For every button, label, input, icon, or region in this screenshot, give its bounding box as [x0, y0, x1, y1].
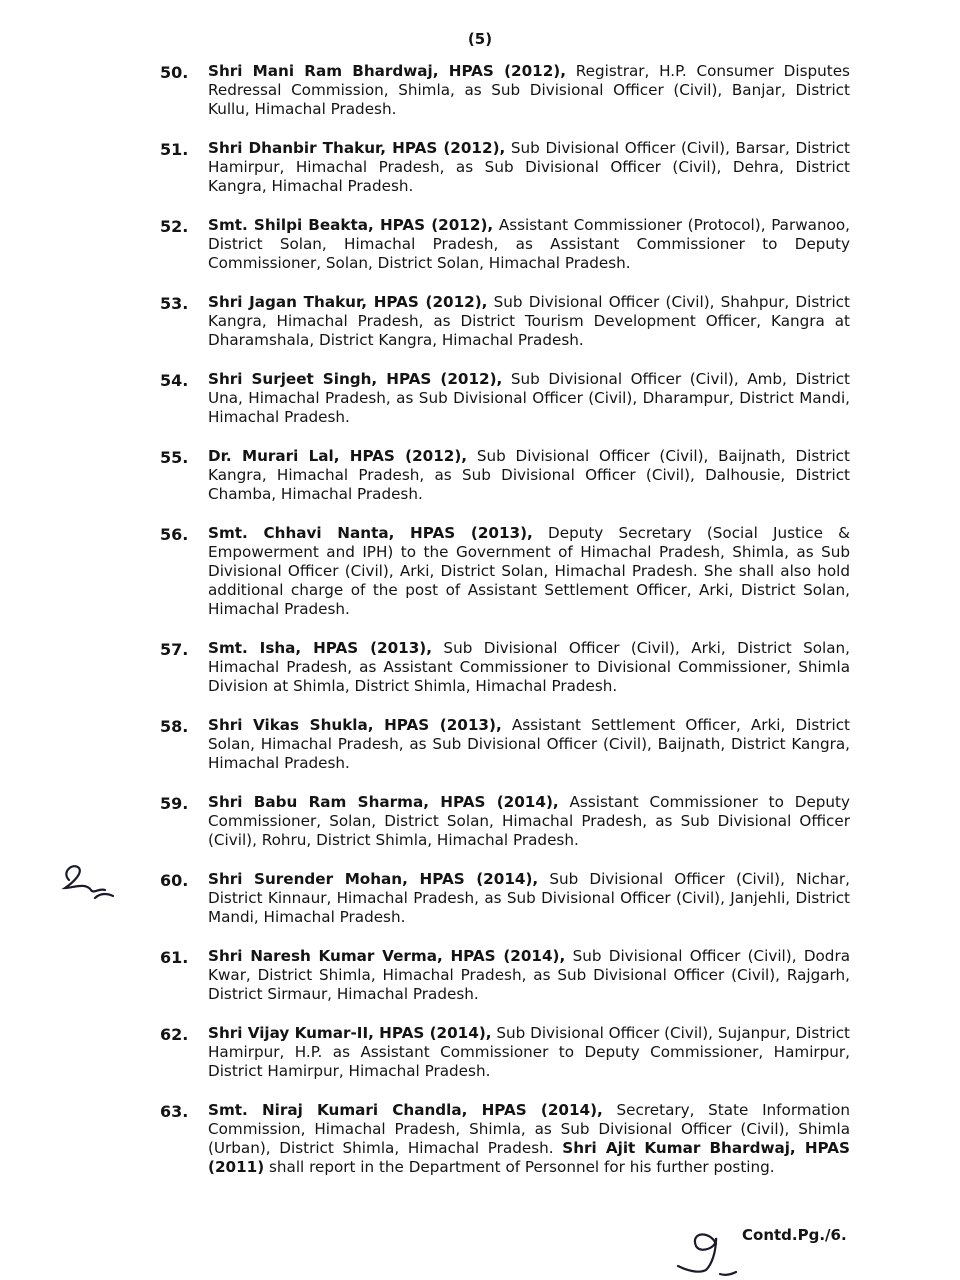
posting-details: Registrar, H.P. Consumer Disputes Redressal Commission, Shimla, as Sub Divisional Officer (Civil), Banjar, District Kullu, Himachal Pradesh.: [208, 62, 850, 118]
item-text: [208, 293, 850, 350]
officer-name: Smt. Shilpi Beakta, HPAS (2012),: [208, 216, 494, 234]
officer-name: Shri Naresh Kumar Verma, HPAS (2014),: [208, 947, 566, 965]
item-text: [208, 947, 850, 1004]
item-text: [208, 716, 850, 773]
list-item: [160, 370, 850, 427]
posting-details: Assistant Commissioner to Deputy Commissioner, Solan, District Solan, Himachal Pradesh, as Sub Divisional Officer (Civil), Rohru, District Shimla, Himachal Pradesh.: [208, 793, 851, 849]
item-number: 59.: [160, 794, 189, 813]
page-number: (5): [467, 30, 493, 48]
posting-details: Sub Divisional Officer (Civil), Arki, District Solan, Himachal Pradesh, as Assistant Commissioner to Divisional Commissioner, Shimla Division at Shimla, District Shimla, Himachal Pradesh.: [208, 639, 850, 695]
continued-note: Contd.Pg./6.: [742, 1226, 847, 1244]
list-item: [160, 62, 850, 119]
item-number: 58.: [160, 717, 189, 736]
posting-details: Sub Divisional Officer (Civil), Shahpur, District Kangra, Himachal Pradesh, as District Tourism Development Officer, Kangra at Dharamshala, District Kangra, Himachal Pradesh.: [208, 293, 850, 349]
item-number: 53.: [160, 294, 189, 313]
list-item: [160, 1024, 850, 1081]
item-text: [208, 1024, 850, 1081]
item-number: 57.: [160, 640, 189, 659]
handwritten-initials: [55, 858, 115, 908]
officer-name: Shri Vikas Shukla, HPAS (2013),: [208, 716, 502, 734]
item-text: [208, 139, 850, 196]
list-item: [160, 139, 850, 196]
posting-details: Assistant Settlement Officer, Arki, District Solan, Himachal Pradesh, as Sub Divisional Officer (Civil), Baijnath, District Kangra, Himachal Pradesh.: [208, 716, 851, 772]
officer-name: Dr. Murari Lal, HPAS (2012),: [208, 447, 468, 465]
item-number: 50.: [160, 63, 189, 82]
list-item: [160, 793, 850, 850]
officer-name: Shri Dhanbir Thakur, HPAS (2012),: [208, 139, 506, 157]
item-text: [208, 1101, 850, 1177]
posting-details-2: shall report in the Department of Personnel for his further posting.: [264, 1158, 775, 1176]
item-text: [208, 524, 850, 619]
posting-details: Secretary, State Information Commission, Himachal Pradesh, Shimla, as Sub Divisional Officer (Civil), Shimla (Urban), District Shimla, Himachal Pradesh.: [208, 1101, 850, 1157]
list-item: [160, 216, 850, 273]
officer-name: Shri Babu Ram Sharma, HPAS (2014),: [208, 793, 559, 811]
item-number: 61.: [160, 948, 189, 967]
officer-name: Shri Vijay Kumar-II, HPAS (2014),: [208, 1024, 492, 1042]
list-item: [160, 947, 850, 1004]
item-number: 62.: [160, 1025, 189, 1044]
item-number: 54.: [160, 371, 189, 390]
item-text: [208, 870, 850, 927]
officer-name: Smt. Chhavi Nanta, HPAS (2013),: [208, 524, 533, 542]
item-number: 52.: [160, 217, 189, 236]
posting-details: Sub Divisional Officer (Civil), Sujanpur, District Hamirpur, H.P. as Assistant Commissioner to Deputy Commissioner, Hamirpur, District Hamirpur, Himachal Pradesh.: [208, 1024, 850, 1080]
officer-name: Shri Surjeet Singh, HPAS (2012),: [208, 370, 503, 388]
item-number: 56.: [160, 525, 189, 544]
officer-name: Shri Mani Ram Bhardwaj, HPAS (2012),: [208, 62, 567, 80]
item-text: [208, 370, 850, 427]
item-number: 51.: [160, 140, 189, 159]
posting-details: Sub Divisional Officer (Civil), Dodra Kwar, District Shimla, Himachal Pradesh, as Sub Divisional Officer (Civil), Rajgarh, District Sirmaur, Himachal Pradesh.: [208, 947, 850, 1003]
officer-name-2: Shri Ajit Kumar Bhardwaj, HPAS (2011): [208, 1139, 850, 1176]
item-text: [208, 62, 850, 119]
posting-details: Sub Divisional Officer (Civil), Baijnath, District Kangra, Himachal Pradesh, as Sub Divisional Officer (Civil), Dalhousie, District Chamba, Himachal Pradesh.: [208, 447, 850, 503]
list-item: [160, 293, 850, 350]
posting-details: Assistant Commissioner (Protocol), Parwanoo, District Solan, Himachal Pradesh, as Assistant Commissioner to Deputy Commissioner, Solan, District Solan, Himachal Pradesh.: [208, 216, 850, 272]
posting-details: Sub Divisional Officer (Civil), Amb, District Una, Himachal Pradesh, as Sub Divisional Officer (Civil), Dharampur, District Mandi, Himachal Pradesh.: [208, 370, 850, 426]
order-entries: [160, 62, 850, 1197]
officer-name: Shri Jagan Thakur, HPAS (2012),: [208, 293, 488, 311]
list-item: [160, 870, 850, 927]
list-item: [160, 1101, 850, 1177]
list-item: [160, 447, 850, 504]
list-item: [160, 639, 850, 696]
posting-details: Sub Divisional Officer (Civil), Nichar, District Kinnaur, Himachal Pradesh, as Sub Divisional Officer (Civil), Janjehli, District Mandi, Himachal Pradesh.: [208, 870, 850, 926]
item-text: [208, 793, 850, 850]
list-item: [160, 716, 850, 773]
officer-name: Smt. Isha, HPAS (2013),: [208, 639, 433, 657]
posting-details: Sub Divisional Officer (Civil), Barsar, District Hamirpur, Himachal Pradesh, as Sub Divisional Officer (Civil), Dehra, District Kangra, Himachal Pradesh.: [208, 139, 850, 195]
item-number: 60.: [160, 871, 189, 890]
item-text: [208, 216, 850, 273]
handwritten-initial: [672, 1222, 742, 1278]
list-item: [160, 524, 850, 619]
officer-name: Shri Surender Mohan, HPAS (2014),: [208, 870, 539, 888]
officer-name: Smt. Niraj Kumari Chandla, HPAS (2014),: [208, 1101, 603, 1119]
item-number: 55.: [160, 448, 189, 467]
posting-details: Deputy Secretary (Social Justice & Empowerment and IPH) to the Government of Himachal Pradesh, Shimla, as Sub Divisional Officer (Civil), Arki, District Solan, Himachal Pradesh. She shall also hold additional charge of the post of Assistant Settlement Officer, Arki, District Solan, Himachal Pradesh.: [208, 524, 850, 618]
item-number: 63.: [160, 1102, 189, 1121]
item-text: [208, 639, 850, 696]
item-text: [208, 447, 850, 504]
